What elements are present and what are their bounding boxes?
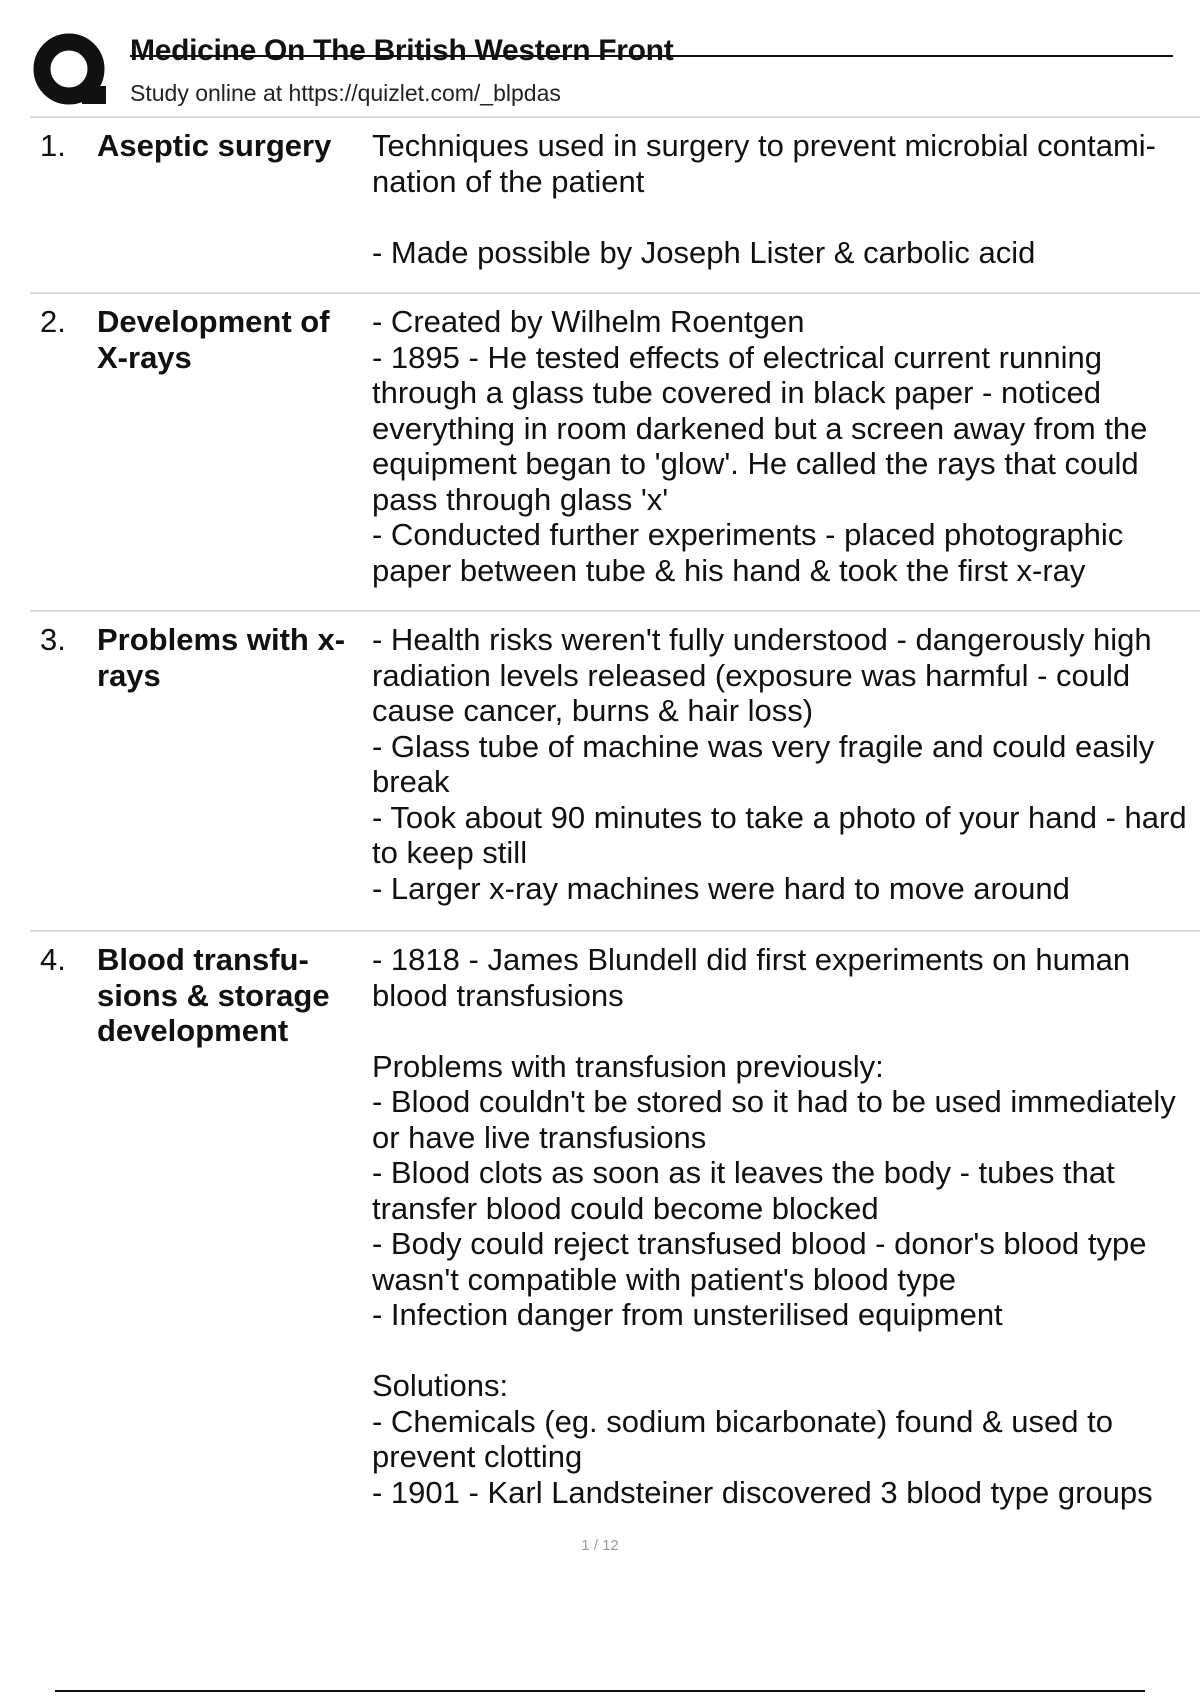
document-header — [30, 30, 1140, 118]
page-indicator: 1 / 12 — [581, 1537, 619, 1554]
definition-line: - Blood couldn't be stored so it had to be used immediately or have live transfusions — [372, 1084, 1176, 1155]
study-online-link-text: Study online at https://quizlet.com/_blpdas — [130, 80, 561, 106]
definition-line: - Conducted further experiments - placed photographic paper between tube & his hand & took the first x-ray — [372, 517, 1124, 588]
definition-line: - Glass tube of machine was very fragile and could easily break — [372, 728, 1155, 799]
card-number: 4. — [40, 942, 66, 977]
card-definition — [372, 128, 1192, 270]
definition-line: - Health risks weren't fully understood - dangerously high radiation levels released (exposure was harmful - could cause cancer, burns & hair loss) — [372, 622, 1152, 728]
definition-line: - 1895 - He tested effects of electrical current running through a glass tube covered in black paper - noticed everything in room darkened but a screen away from the equipment began to 'glow'. He called the rays that could pass through glass 'x' — [372, 339, 1148, 517]
card-definition — [372, 622, 1192, 906]
definition-line: - 1818 - James Blundell did first experiments on human blood transfusions — [372, 942, 1131, 1013]
definition-line: - 1901 - Karl Landsteiner discovered 3 blood type groups — [372, 1474, 1153, 1510]
card-term: Development of X-rays — [97, 304, 330, 375]
flashcard — [30, 610, 1200, 930]
quizlet-logo-icon — [32, 32, 114, 114]
card-term: Problems with x-rays — [97, 622, 346, 693]
card-number: 3. — [40, 622, 66, 657]
definition-line: Solutions: — [372, 1368, 509, 1403]
definition-line: - Took about 90 minutes to take a photo of your hand - hard to keep still — [372, 799, 1187, 870]
definition-line: - Chemicals (eg. sodium bicarbonate) found & used to prevent clotting — [372, 1403, 1113, 1474]
card-term: Aseptic surgery — [97, 128, 332, 163]
definition-line: Problems with transfusion previously: — [372, 1048, 884, 1084]
footer-rule — [55, 1690, 1145, 1692]
definition-line: - Infection danger from unsterilised equipment — [372, 1297, 1003, 1332]
card-term: Blood transfu-sions & storage development — [97, 942, 330, 1048]
card-number: 1. — [40, 128, 66, 163]
definition-line: - Larger x-ray machines were hard to move around — [372, 870, 1070, 906]
definition-line: - Blood clots as soon as it leaves the body - tubes that transfer blood could become blocked — [372, 1155, 1115, 1226]
definition-line: - Made possible by Joseph Lister & carbolic acid — [372, 234, 1036, 270]
definition-line: Techniques used in surgery to prevent microbial contami-nation of the patient — [372, 128, 1156, 199]
card-definition — [372, 942, 1192, 1510]
flashcard — [30, 292, 1200, 610]
flashcard — [30, 116, 1200, 292]
flashcard-list — [30, 116, 1200, 1510]
definition-line: - Body could reject transfused blood - donor's blood type wasn't compatible with patient's blood type — [372, 1226, 1147, 1297]
flashcard — [30, 930, 1200, 1510]
card-number: 2. — [40, 304, 66, 339]
definition-line: - Created by Wilhelm Roentgen — [372, 304, 805, 339]
card-definition — [372, 304, 1192, 588]
document-title: Medicine On The British Western Front — [130, 34, 674, 67]
